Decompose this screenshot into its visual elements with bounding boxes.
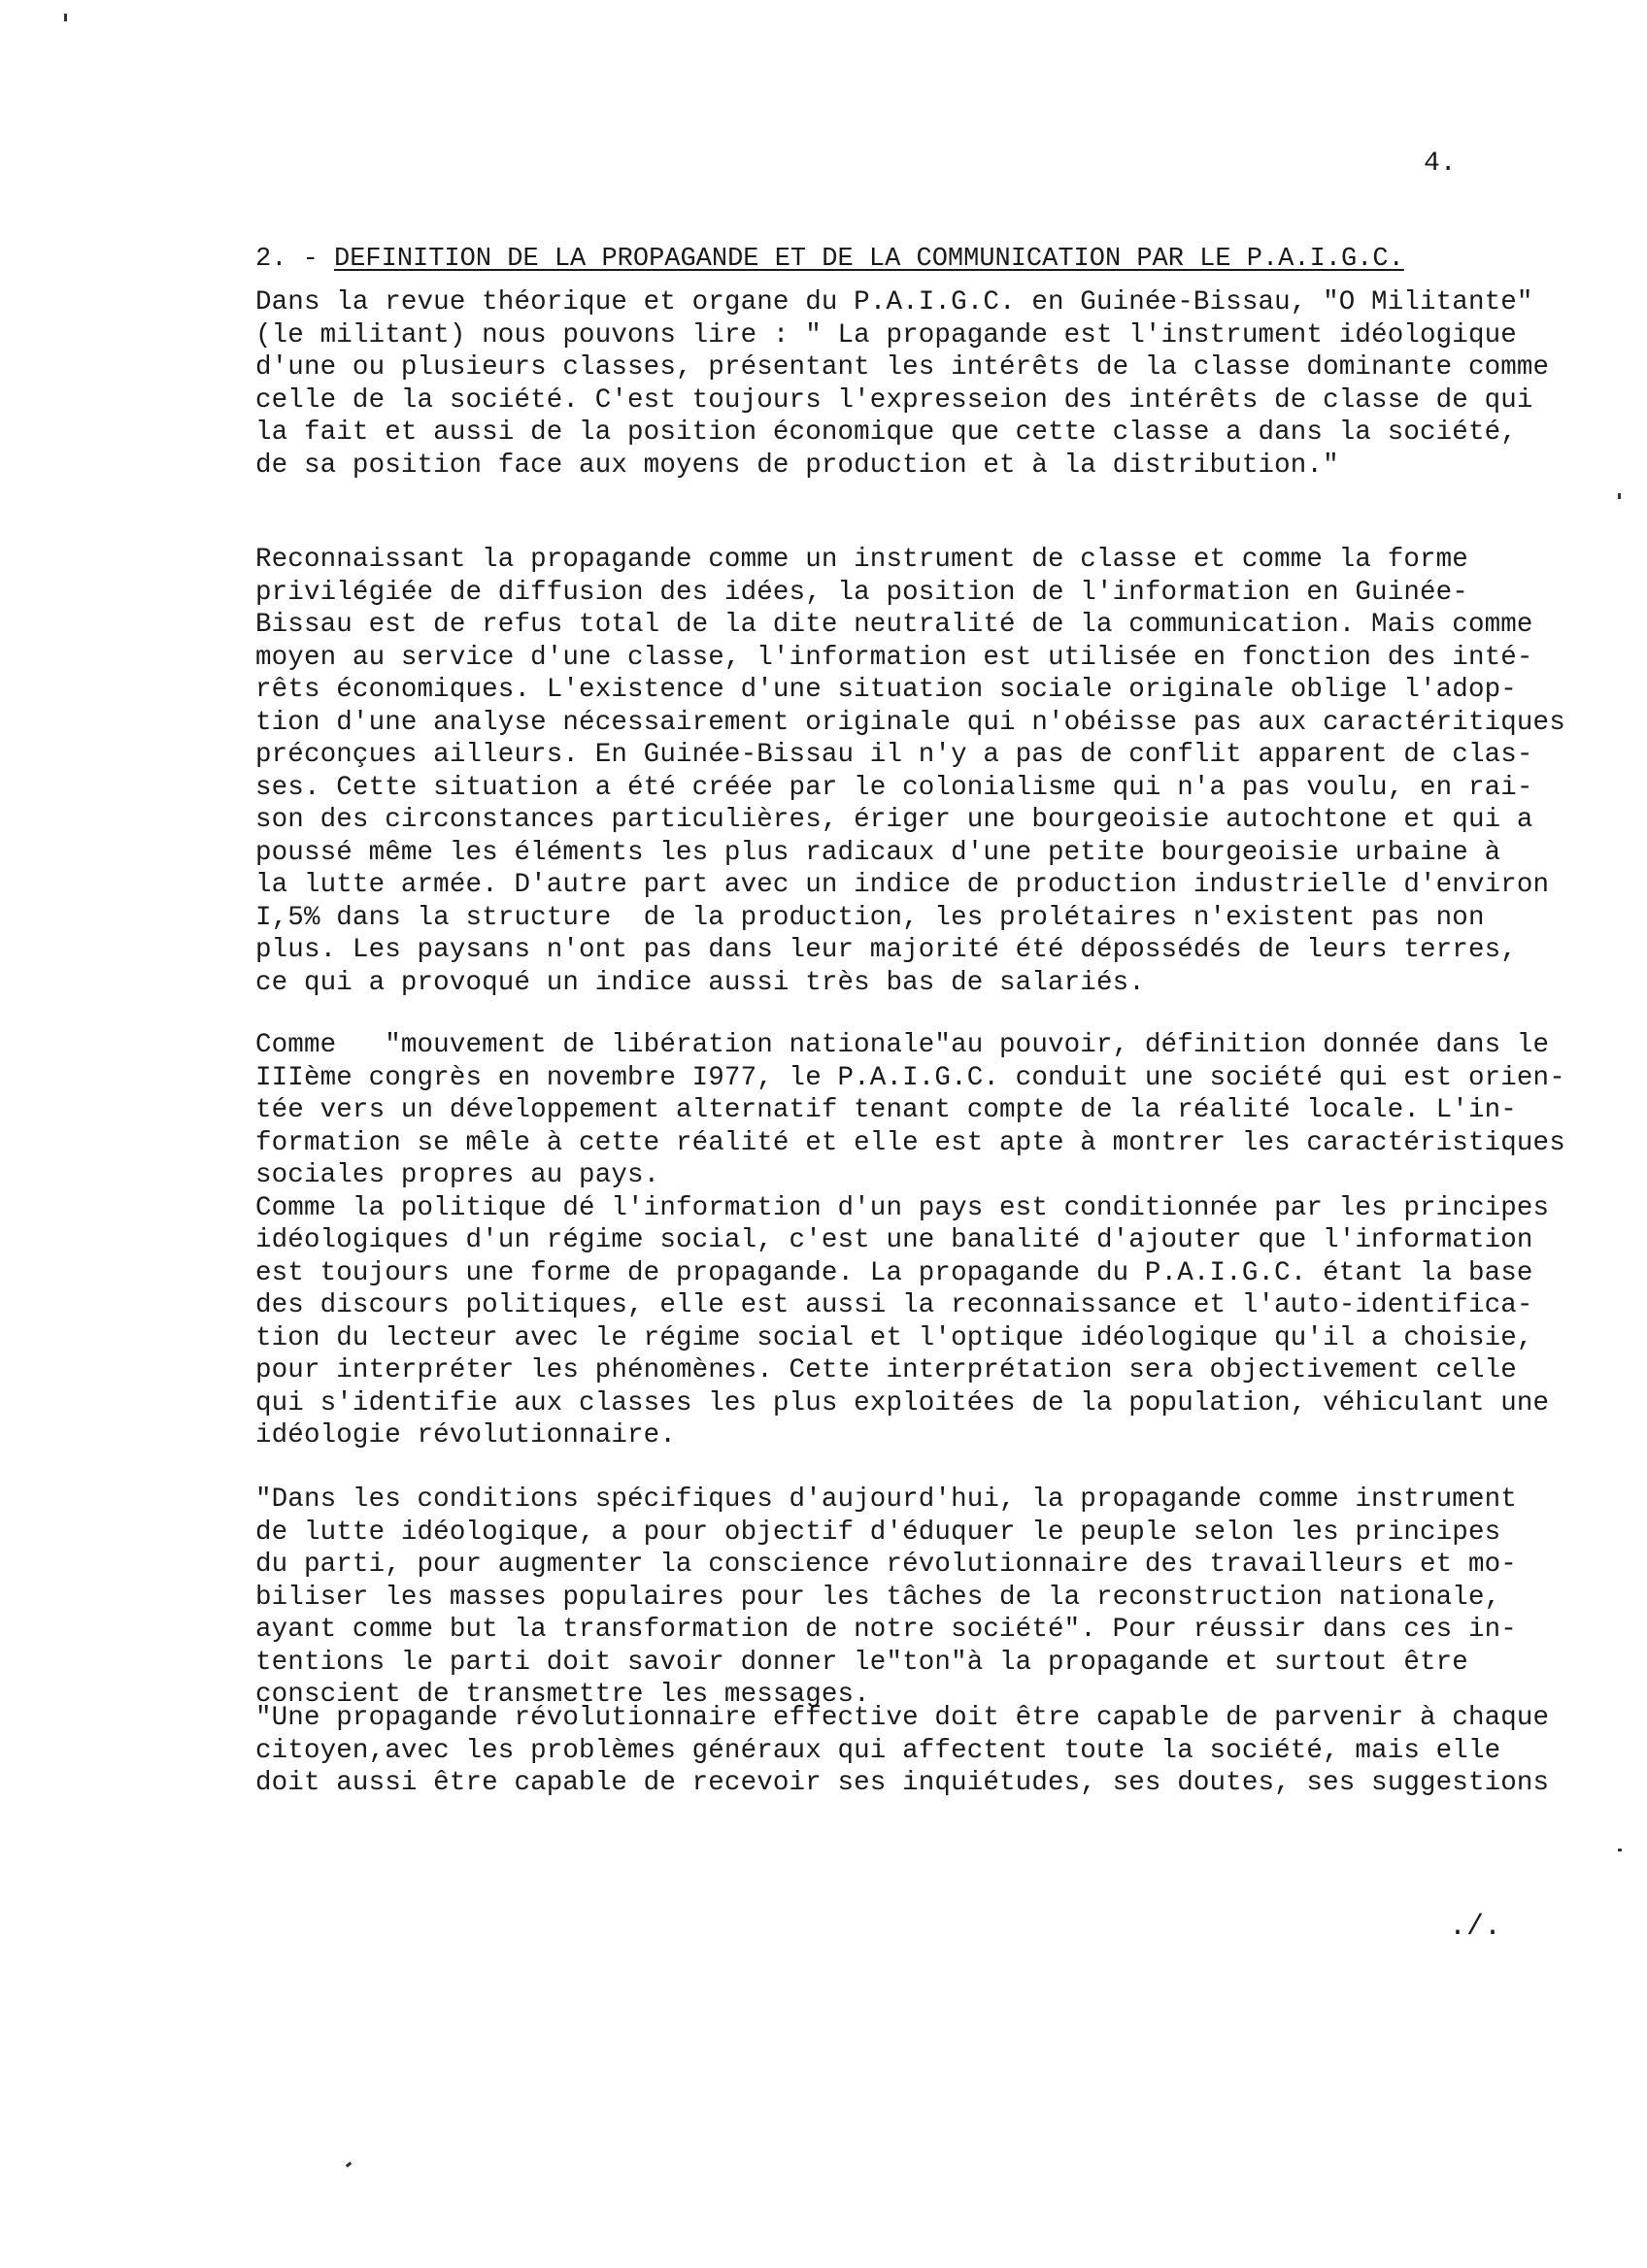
text-line: des discours politiques, elle est aussi la reconnaissance et l'auto-identifica- bbox=[255, 1290, 1533, 1320]
text-line: poussé même les éléments les plus radicaux d'une petite bourgeoisie urbaine à bbox=[255, 837, 1501, 868]
section-heading bbox=[255, 243, 1404, 276]
text-line: ses. Cette situation a été créée par le colonialisme qui n'a pas voulu, en rai- bbox=[255, 772, 1533, 803]
text-line: qui s'identifie aux classes les plus exploitées de la population, véhiculant une bbox=[255, 1387, 1550, 1418]
text-line: tentions le parti doit savoir donner le"ton"à la propagande et surtout être bbox=[255, 1647, 1468, 1678]
text-line: Comme "mouvement de libération nationale"au pouvoir, définition donnée dans le bbox=[255, 1030, 1550, 1060]
text-line: conscient de transmettre les messages. bbox=[255, 1680, 870, 1710]
text-line: tion du lecteur avec le régime social et l'optique idéologique qu'il a choisie, bbox=[255, 1322, 1533, 1353]
text-line: ayant comme but la transformation de notre société". Pour réussir dans ces in- bbox=[255, 1615, 1517, 1645]
text-line: du parti, pour augmenter la conscience révolutionnaire des travailleurs et mo- bbox=[255, 1550, 1517, 1580]
section-number: 2. - bbox=[255, 245, 319, 274]
text-line: Comme la politique dé l'information d'un pays est conditionnée par les principes bbox=[255, 1192, 1550, 1223]
text-line: sociales propres au pays. bbox=[255, 1160, 660, 1190]
text-line: celle de la société. C'est toujours l'expresseion des intérêts de classe de qui bbox=[255, 384, 1533, 416]
text-line: ce qui a provoqué un indice aussi très bas de salariés. bbox=[255, 967, 1145, 998]
text-line: idéologiques d'un régime social, c'est une banalité d'ajouter que l'information bbox=[255, 1225, 1533, 1255]
scan-speck bbox=[1618, 493, 1621, 499]
text-line: IIIème congrès en novembre I977, le P.A.I.G.C. conduit une société qui est orien- bbox=[255, 1062, 1565, 1093]
text-line: "Une propagande révolutionnaire effective doit être capable de parvenir à chaque bbox=[255, 1703, 1550, 1733]
text-line: formation se mêle à cette réalité et elle est apte à montrer les caractéristiques bbox=[255, 1127, 1565, 1158]
text-line: est toujours une forme de propagande. La propagande du P.A.I.G.C. étant la base bbox=[255, 1257, 1533, 1288]
page-number: 4. bbox=[1424, 149, 1457, 179]
continuation-mark: ./. bbox=[1449, 1911, 1502, 1944]
text-line: d'une ou plusieurs classes, présentant les intérêts de la classe dominante comme bbox=[255, 352, 1550, 383]
text-line: "Dans les conditions spécifiques d'aujourd'hui, la propagande comme instrument bbox=[255, 1484, 1517, 1515]
text-line: la fait et aussi de la position économique que cette classe a dans la société, bbox=[255, 417, 1517, 448]
text-line: la lutte armée. D'autre part avec un indice de production industrielle d'environ bbox=[255, 870, 1550, 900]
text-line: de lutte idéologique, a pour objectif d'éduquer le peuple selon les principes bbox=[255, 1517, 1501, 1548]
text-line: idéologie révolutionnaire. bbox=[255, 1420, 676, 1451]
text-line: son des circonstances particulières, ériger une bourgeoisie autochtone et qui a bbox=[255, 805, 1533, 835]
scan-speck bbox=[64, 14, 67, 21]
scan-speck bbox=[1618, 1849, 1622, 1851]
text-line: I,5% dans la structure de la production, les prolétaires n'existent pas non bbox=[255, 902, 1485, 933]
text-line: citoyen,avec les problèmes généraux qui affectent toute la société, mais elle bbox=[255, 1735, 1501, 1766]
text-line: préconçues ailleurs. En Guinée-Bissau il n'y a pas de conflit apparent de clas- bbox=[255, 740, 1533, 770]
scan-speck bbox=[346, 2161, 353, 2167]
text-line: Reconnaissant la propagande comme un instrument de classe et comme la forme bbox=[255, 545, 1468, 575]
text-line: Bissau est de refus total de la dite neutralité de la communication. Mais comme bbox=[255, 610, 1533, 640]
text-line: moyen au service d'une classe, l'information est utilisée en fonction des inté- bbox=[255, 642, 1533, 673]
text-line: tée vers un développement alternatif tenant compte de la réalité locale. L'in- bbox=[255, 1095, 1517, 1125]
text-line: plus. Les paysans n'ont pas dans leur majorité été dépossédés de leurs terres, bbox=[255, 935, 1517, 965]
text-line: tion d'une analyse nécessairement originale qui n'obéisse pas aux caractéritiques bbox=[255, 707, 1565, 738]
text-line: doit aussi être capable de recevoir ses inquiétudes, ses doutes, ses suggestions bbox=[255, 1768, 1550, 1798]
text-line: pour interpréter les phénomènes. Cette interprétation sera objectivement celle bbox=[255, 1355, 1517, 1385]
text-line: de sa position face aux moyens de production et à la distribution." bbox=[255, 450, 1339, 481]
text-line: rêts économiques. L'existence d'une situation sociale originale oblige l'adop- bbox=[255, 675, 1517, 705]
text-line: Dans la revue théorique et organe du P.A.I.G.C. en Guinée-Bissau, "O Militante" bbox=[255, 287, 1533, 317]
text-line: (le militant) nous pouvons lire : " La propagande est l'instrument idéologique bbox=[255, 319, 1517, 350]
section-title: DEFINITION DE LA PROPAGANDE ET DE LA COMMUNICATION PAR LE P.A.I.G.C. bbox=[334, 245, 1404, 274]
text-line: biliser les masses populaires pour les tâches de la reconstruction nationale, bbox=[255, 1582, 1501, 1613]
text-line: privilégiée de diffusion des idées, la position de l'information en Guinée- bbox=[255, 577, 1468, 608]
